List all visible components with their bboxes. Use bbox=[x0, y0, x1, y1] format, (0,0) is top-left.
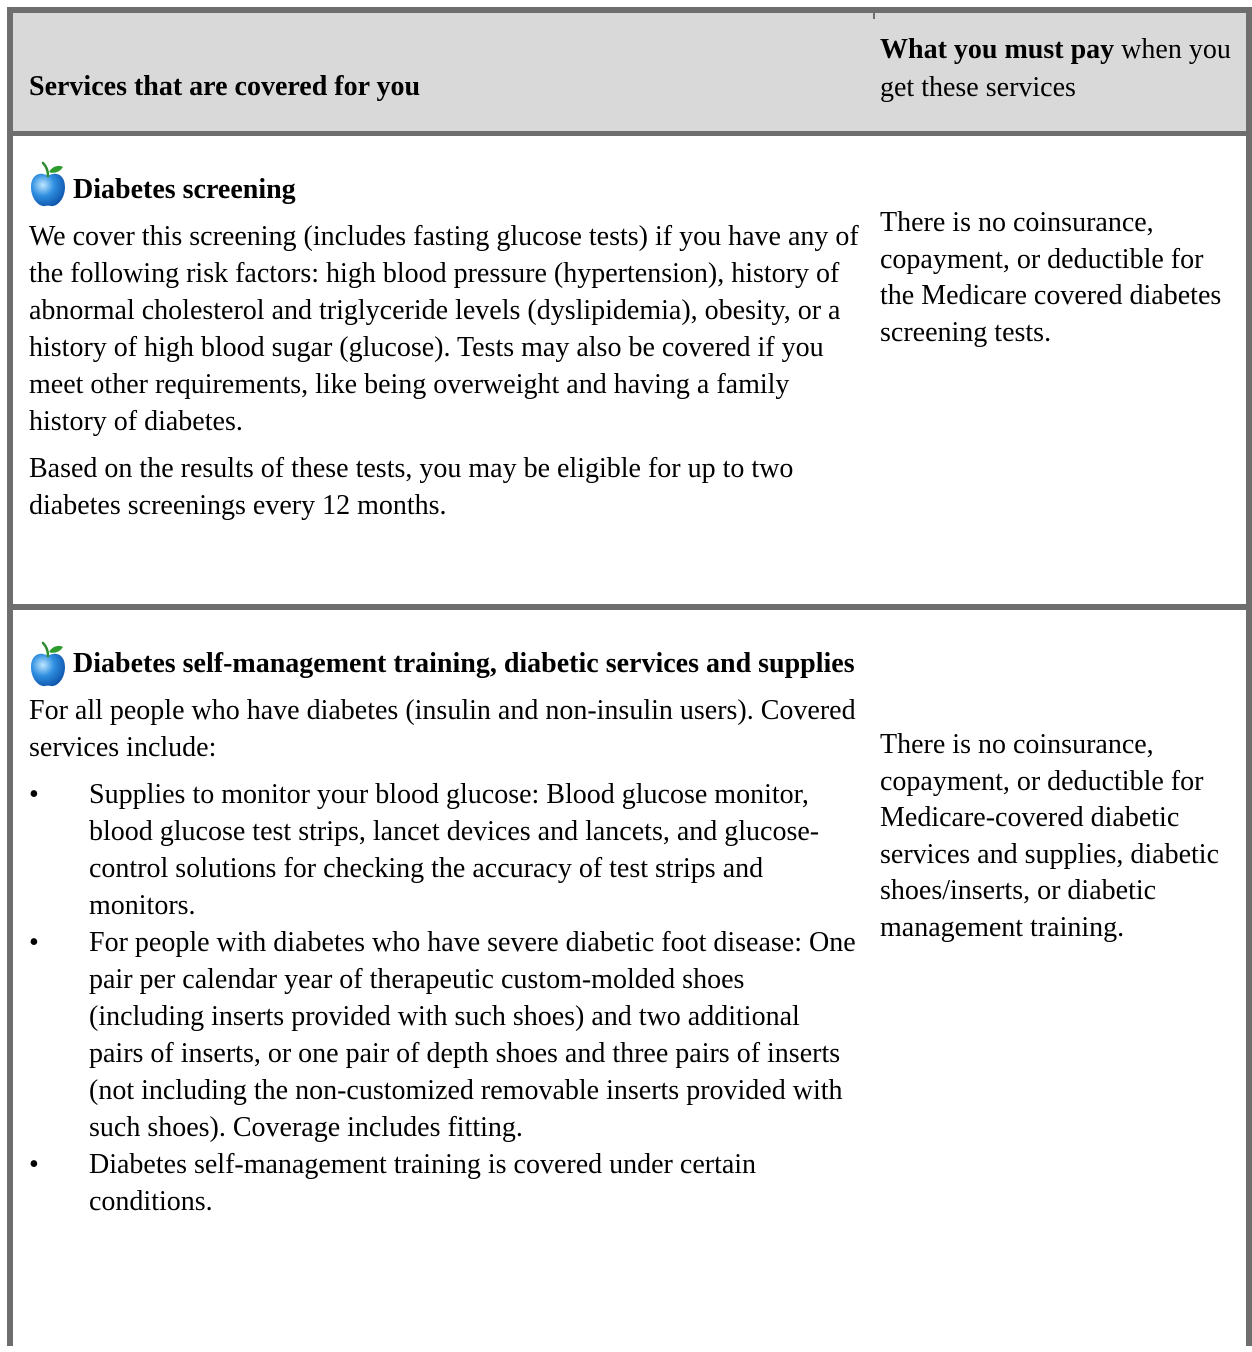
list-item: • For people with diabetes who have severe diabetic foot disease: One pair per calendar year of therapeutic custom-molded shoes (including inserts provided with such shoes) and two additional pairs of inserts, or one pair of depth shoes and three pairs of inserts (not including the non-customized removable inserts provided with such shoes). Coverage includes fitting. bbox=[29, 924, 859, 1146]
service-title-text: Diabetes screening bbox=[73, 174, 296, 205]
payment-header-bold: What you must pay bbox=[880, 34, 1115, 65]
list-item: • Supplies to monitor your blood glucose: Blood glucose monitor, blood glucose test strips, lancet devices and lancets, and glucose-control solutions for checking the accuracy of test strips and monitors. bbox=[29, 776, 859, 924]
service-paragraph: For all people who have diabetes (insulin and non-insulin users). Covered services include: bbox=[29, 695, 856, 763]
table-header-row bbox=[13, 13, 1246, 136]
table-row bbox=[13, 610, 1246, 1352]
cost-cell: There is no coinsurance, copayment, or deductible for the Medicare covered diabetes screening tests. bbox=[880, 207, 1222, 348]
payment-column-header bbox=[880, 31, 1252, 107]
service-title bbox=[29, 160, 859, 208]
service-paragraph: Based on the results of these tests, you may be eligible for up to two diabetes screenings every 12 months. bbox=[29, 453, 794, 521]
service-title bbox=[29, 634, 859, 682]
service-description-cell bbox=[29, 610, 859, 1220]
table-row bbox=[13, 136, 1246, 610]
apple-icon bbox=[29, 640, 67, 688]
service-description-cell bbox=[29, 136, 859, 534]
cost-cell: There is no coinsurance, copayment, or deductible for Medicare-covered diabetic services and supplies, diabetic shoes/inserts, or diabetic management training. bbox=[880, 729, 1220, 943]
payment-header-rest: when you get these services bbox=[880, 34, 1231, 103]
services-column-header: Services that are covered for you bbox=[29, 71, 421, 102]
service-paragraph: We cover this screening (includes fasting glucose tests) if you have any of the following risk factors: high blood pressure (hypertension), history of abnormal cholesterol and triglyceride levels (dyslipidemia), obesity, or a history of high blood sugar (glucose). Tests may also be covered if you meet other requirements, like being overweight and having a family history of diabetes. bbox=[29, 221, 859, 437]
column-divider bbox=[873, 9, 875, 19]
benefits-table bbox=[7, 7, 1252, 1346]
list-item: • Diabetes self-management training is covered under certain conditions. bbox=[29, 1146, 859, 1220]
apple-icon bbox=[29, 160, 67, 208]
service-title-text: Diabetes self-management training, diabetic services and supplies bbox=[73, 648, 855, 679]
covered-services-list bbox=[29, 776, 859, 1220]
